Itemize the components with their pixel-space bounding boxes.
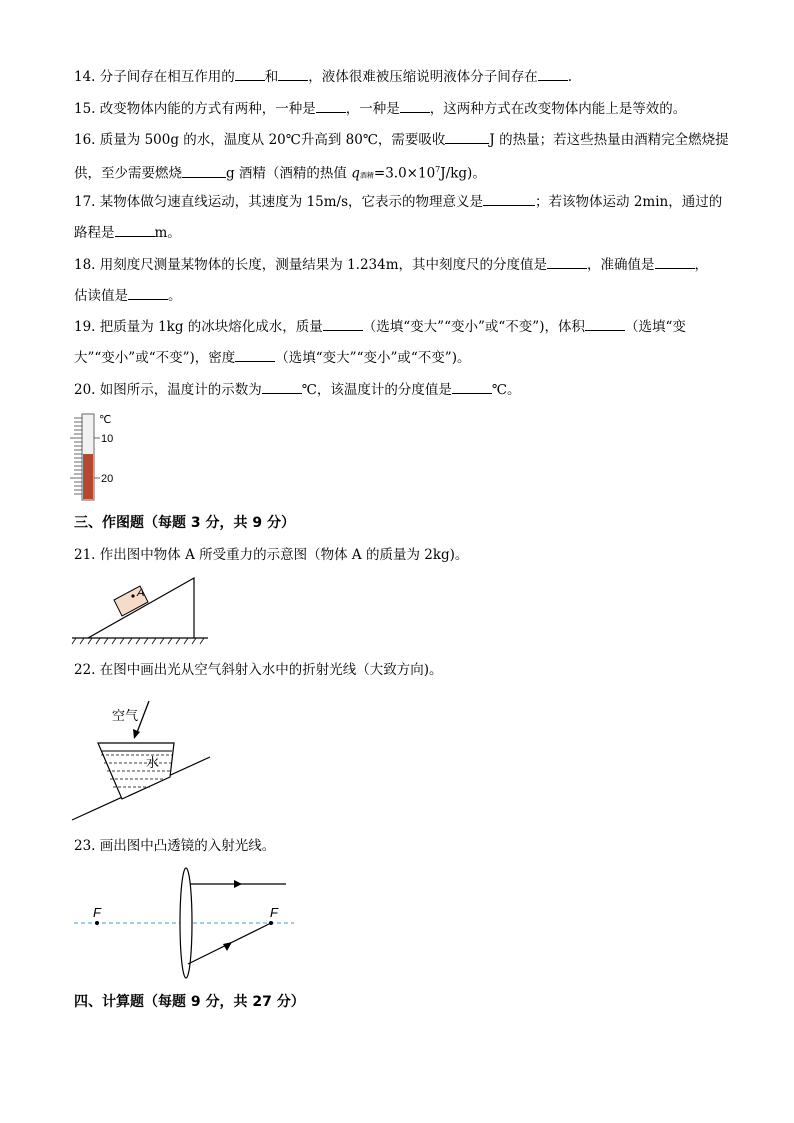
incline-figure: [70, 574, 210, 646]
thermometer-figure: [70, 408, 130, 503]
question-number: 15.: [74, 101, 96, 117]
question-number: 16.: [74, 132, 96, 148]
unit-label: ℃: [99, 414, 112, 426]
question-19-line-2: 大”“变小”或“不变”)，密度 （选填“变大”“变小”或“不变”)。: [74, 347, 470, 368]
answer-blank[interactable]: [182, 163, 226, 178]
question-16-line-1: 16. 质量为 500g 的水，温度从 20℃升高到 80℃，需要吸收 J 的热量；若这些热量由酒精完全燃烧提: [74, 129, 729, 150]
answer-blank[interactable]: [655, 254, 695, 269]
focal-label-right: F: [270, 905, 278, 920]
question-number: 21.: [74, 547, 96, 563]
question-17-line-1: 17. 某物体做匀速直线运动，其速度为 15m/s，它表示的物理意义是 ；若该物体运动 2min，通过的: [74, 191, 722, 212]
ground-hatching: [72, 638, 204, 644]
question-19-line-1: 19. 把质量为 1kg 的冰块熔化成水，质量 （选填“变大”“变小”或“不变”)，体积 （选填“变: [74, 316, 686, 337]
answer-blank[interactable]: [278, 66, 308, 81]
focal-label-left: F: [93, 905, 101, 920]
answer-blank[interactable]: [538, 66, 568, 81]
question-17-line-2: 路程是 m。: [74, 222, 181, 243]
question-20: 20. 如图所示，温度计的示数为 ℃，该温度计的分度值是 ℃。: [74, 379, 521, 400]
answer-blank[interactable]: [262, 379, 302, 394]
answer-blank[interactable]: [115, 222, 155, 237]
question-number: 14.: [74, 69, 96, 85]
answer-blank[interactable]: [483, 191, 535, 206]
refraction-figure: [70, 695, 215, 825]
water-label: 水: [146, 755, 160, 770]
question-21: 21. 作出图中物体 A 所受重力的示意图（物体 A 的质量为 2kg)。: [74, 547, 469, 563]
question-14: 14. 分子间存在相互作用的 和 ，液体很难被压缩说明液体分子间存在 .: [74, 66, 572, 87]
answer-blank[interactable]: [235, 66, 265, 81]
question-number: 20.: [74, 382, 96, 398]
answer-blank[interactable]: [323, 316, 363, 331]
air-label: 空气: [112, 708, 139, 723]
question-number: 22.: [74, 662, 96, 678]
arrow-top: [234, 880, 242, 888]
center-of-mass-dot: [131, 594, 134, 597]
question-23: 23. 画出图中凸透镜的入射光线。: [74, 838, 276, 854]
answer-blank[interactable]: [235, 347, 275, 362]
answer-blank[interactable]: [452, 379, 492, 394]
ray-arrowhead: [133, 729, 140, 739]
answer-blank[interactable]: [585, 316, 625, 331]
answer-blank[interactable]: [547, 254, 587, 269]
block-label: A: [137, 587, 145, 599]
question-number: 17.: [74, 194, 96, 210]
answer-blank[interactable]: [445, 129, 489, 144]
question-22: 22. 在图中画出光从空气斜射入水中的折射光线（大致方向)。: [74, 662, 443, 678]
question-15: 15. 改变物体内能的方式有两种，一种是 ，一种是 ，这两种方式在改变物体内能上是等效的。: [74, 98, 686, 119]
tick-label-20: 20: [101, 473, 114, 485]
answer-blank[interactable]: [316, 98, 346, 113]
question-number: 23.: [74, 838, 96, 854]
question-16-line-2: 供，至少需要燃烧 g 酒精（酒精的热值 q酒精$=3.0\times 10^7J/kg$)。: [74, 160, 486, 186]
section-4-heading: 四、计算题（每题 9 分，共 27 分）: [74, 994, 305, 1010]
section-3-heading: 三、作图题（每题 3 分，共 9 分）: [74, 515, 295, 531]
convex-lens-figure: [70, 860, 300, 985]
question-18-line-1: 18. 用刻度尺测量某物体的长度，测量结果为 1.234m，其中刻度尺的分度值是 ，准确值是 ，: [74, 254, 708, 275]
answer-blank[interactable]: [128, 285, 168, 300]
question-18-line-2: 估读值是 。: [74, 285, 182, 306]
focal-point-right: [269, 921, 273, 925]
mercury-column: [83, 454, 93, 499]
focal-point-left: [95, 921, 99, 925]
question-number: 19.: [74, 319, 96, 335]
tick-label-10: 10: [101, 433, 114, 445]
answer-blank[interactable]: [400, 98, 430, 113]
question-number: 18.: [74, 257, 96, 273]
